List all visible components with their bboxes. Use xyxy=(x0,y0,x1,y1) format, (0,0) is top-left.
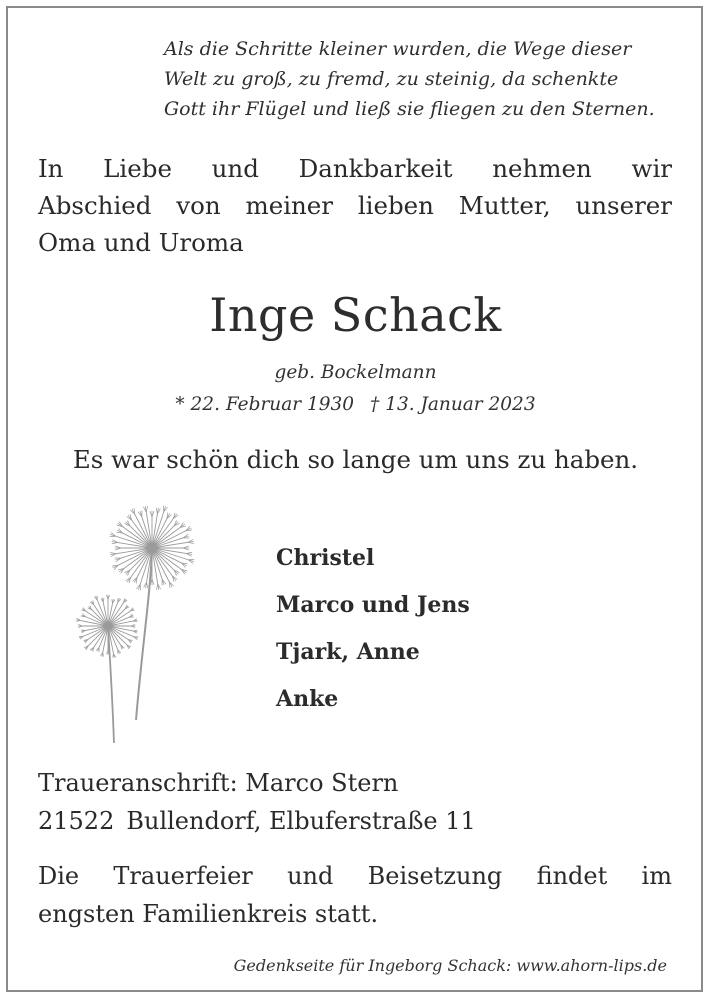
address-location xyxy=(38,802,678,840)
intro-text xyxy=(38,150,672,261)
intro-line: Oma und Uroma xyxy=(38,228,244,257)
poem-line: Welt zu groß, zu fremd, zu steinig, da schenkte xyxy=(164,68,619,90)
address-contact: Traueranschrift: Marco Stern xyxy=(38,769,399,797)
intro-line: In Liebe und Dankbarkeit nehmen wir xyxy=(38,154,672,183)
life-dates xyxy=(0,391,711,419)
intro-line: Abschied von meiner lieben Mutter, unserer xyxy=(38,191,672,220)
birth-date: * 22. Februar 1930 xyxy=(175,394,355,415)
family-member: Christel xyxy=(276,545,375,571)
memorial-page-link[interactable]: Gedenkseite für Ingeborg Schack: www.ahorn-lips.de xyxy=(233,956,667,975)
family-list xyxy=(276,535,470,723)
ceremony-notice xyxy=(38,857,672,933)
poem-line: Gott ihr Flügel und ließ sie fliegen zu den Sternen. xyxy=(164,98,655,120)
motto: Es war schön dich so lange um uns zu haben. xyxy=(72,445,639,474)
dandelion-head-small xyxy=(76,595,138,658)
mourning-address xyxy=(38,764,678,840)
ceremony-line: Die Trauerfeier und Beisetzung findet im xyxy=(38,862,672,890)
death-date: † 13. Januar 2023 xyxy=(370,394,536,415)
ceremony-line: engsten Familienkreis statt. xyxy=(38,900,379,928)
family-member: Marco und Jens xyxy=(276,592,470,618)
family-member: Anke xyxy=(276,686,339,712)
maiden-name: geb. Bockelmann xyxy=(274,362,437,383)
poem xyxy=(164,34,684,124)
family-member: Tjark, Anne xyxy=(276,639,420,665)
poem-line: Als die Schritte kleiner wurden, die Wege dieser xyxy=(164,38,632,60)
deceased-name: Inge Schack xyxy=(209,288,502,342)
dandelion-head-large xyxy=(110,506,194,590)
dandelion-icon xyxy=(72,498,212,748)
address-street: Bullendorf, Elbuferstraße 11 xyxy=(126,807,476,835)
dandelion-stem-small xyxy=(108,628,114,743)
address-zip: 21522 xyxy=(38,807,115,835)
